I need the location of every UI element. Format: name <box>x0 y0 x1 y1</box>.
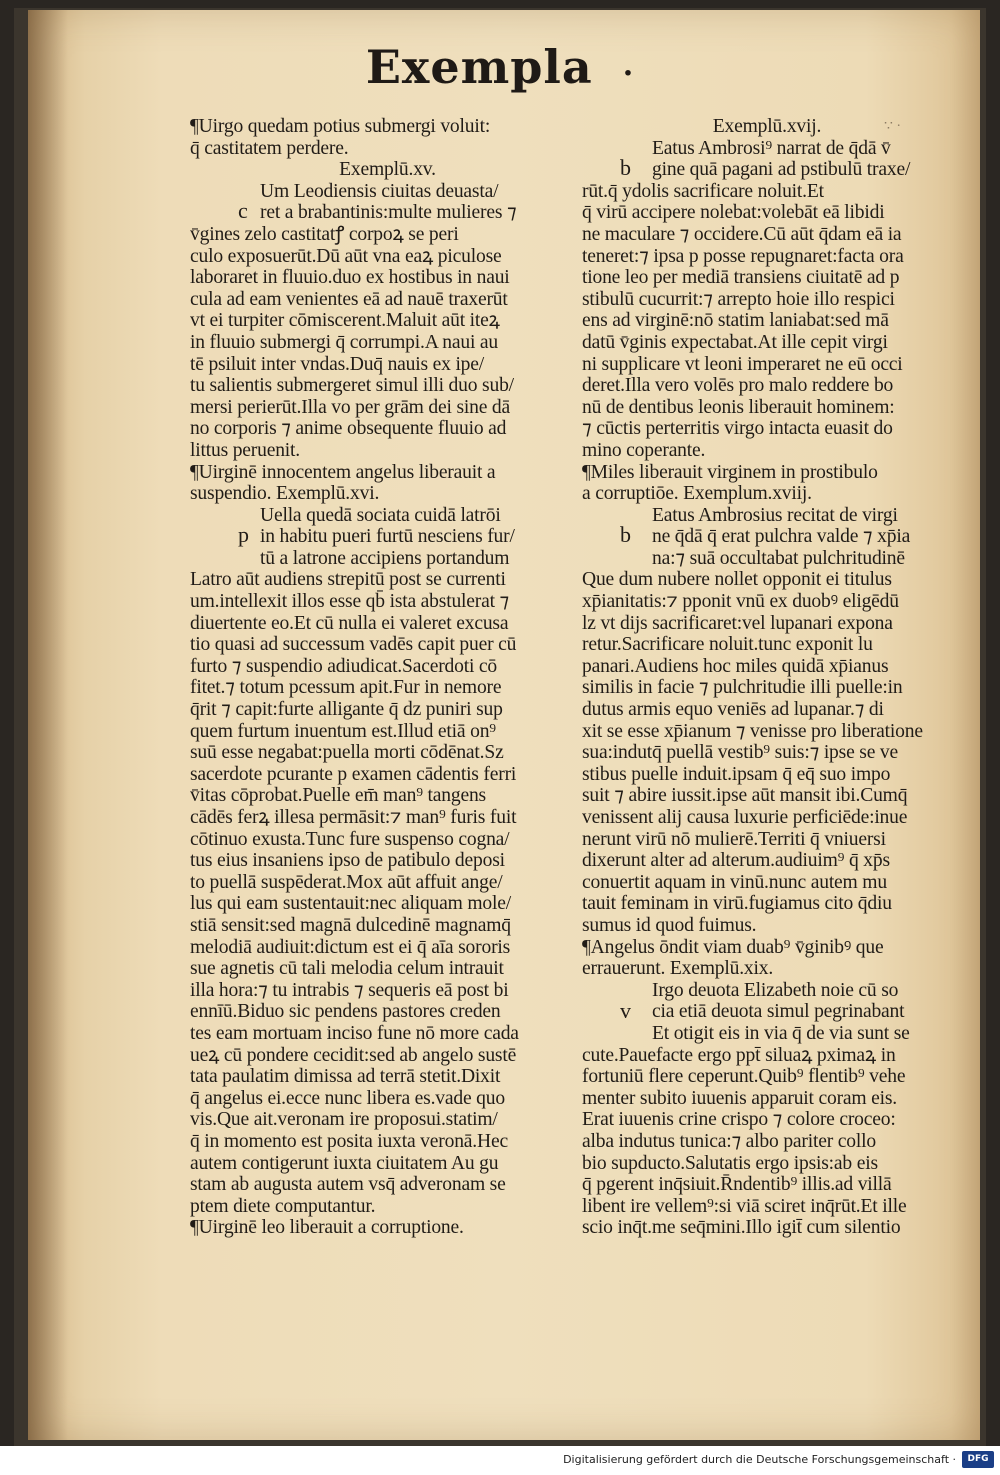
text-line: ¶Miles liberauit virginem in prostibulo <box>582 461 878 483</box>
text-line: um.intellexit illos esse qb̄ ista abstulerat ⁊ <box>190 591 510 613</box>
text-line: deret.Illa vero volēs pro malo reddere bo <box>582 375 894 397</box>
corner-mark: ∵ · <box>884 119 902 134</box>
text-line: cute.Pauefacte ergo ppt̄ siluaꝝ pximaꝝ in <box>582 1044 896 1066</box>
text-line: vt ei turpiter cōmiscerent.Maluit aūt iteꝝ <box>190 310 500 332</box>
text-line: Eatus Ambrosi⁹ narrat de q̄dā v̄ <box>652 137 891 159</box>
text-line: v̄itas cōprobat.Puelle em̄ man⁹ tangens <box>190 785 486 807</box>
text-line: cula ad eam venientes eā ad nauē traxerūt <box>190 288 508 310</box>
text-line: suspendio. Exemplū.xvi. <box>190 483 380 505</box>
text-line: Um Leodiensis ciuitas deuasta/ <box>260 180 499 202</box>
text-line: alba indutus tunica:⁊ albo pariter collo <box>582 1130 876 1152</box>
text-line: q̄ pgerent inq̄siuit.R̄ndentib⁹ illis.ad villā <box>582 1174 892 1196</box>
text-line: q̄ angelus ei.ecce nunc libera es.vade quo <box>190 1087 505 1109</box>
guide-letter: v <box>620 997 631 1023</box>
text-line: ens ad virginē:nō statim laniabat:sed mā <box>582 310 889 332</box>
text-line: retur.Sacrificare noluit.tunc exponit lu <box>582 634 873 656</box>
text-line: tus eius insaniens ipso de patibulo deposi <box>190 850 505 872</box>
text-line: vis.Que ait.veronam ire proposui.statim/ <box>190 1109 498 1131</box>
text-line: ueꝝ cū pondere cecidit:sed ab angelo sustē <box>190 1044 517 1066</box>
text-line: ni supplicare vt leoni imperaret ne eū occi <box>582 353 903 375</box>
running-head <box>0 40 1000 94</box>
text-line: ennīū.Biduo sic pendens pastores creden <box>190 1001 501 1023</box>
text-line: stiā sensit:sed magnā dulcedinē magnamq̄ <box>190 914 511 936</box>
text-line: ¶Uirginē innocentem angelus liberauit a <box>190 461 496 483</box>
text-line: littus peruenit. <box>190 439 300 461</box>
text-line: tauit feminam in virū.fugiamus cito q̄diu <box>582 893 892 915</box>
guide-letter: b <box>620 522 631 548</box>
text-line: menter subito iuuenis apparuit coram eis. <box>582 1087 898 1109</box>
text-line: gine quā pagani ad pstibulū traxe/ <box>652 159 911 181</box>
text-line: libent ire vellem⁹:si viā sciret inq̄rūt.Et ille <box>582 1195 907 1217</box>
text-line: Eatus Ambrosius recitat de virgi <box>652 504 898 526</box>
text-line: illa hora:⁊ tu intrabis ⁊ sequeris eā post bi <box>190 979 509 1001</box>
text-line: Exemplū.xvij. <box>712 116 822 137</box>
text-line: ⁊ cūctis perterritis virgo intacta euasit do <box>582 418 893 440</box>
text-line: q̄ castitatem perdere. <box>190 137 349 159</box>
text-line: ¶Uirgo quedam potius submergi voluit: <box>190 116 491 137</box>
text-line: sumus id quod fuimus. <box>582 914 757 936</box>
guide-letter: b <box>620 155 631 181</box>
text-line: tē psiluit inter vndas.Duq̄ nauis ex ipe/ <box>190 353 485 375</box>
text-line: mino coperante. <box>582 439 706 461</box>
text-line: fortuniū flere ceperunt.Quib⁹ flentib⁹ vehe <box>582 1066 906 1088</box>
text-line: Et otigit eis in via q̄ de via sunt se <box>652 1022 910 1044</box>
text-line: nū de dentibus leonis liberauit hominem: <box>582 396 895 418</box>
text-line: ptem diete computantur. <box>190 1195 376 1217</box>
text-line: cia etiā deuota simul pegrinabant <box>652 1001 905 1023</box>
text-line: culo exposuerūt.Dū aūt vna eaꝝ piculose <box>190 245 502 267</box>
text-line: scio inq̄t.me seq̄mini.Illo igit̄ cum silentio <box>582 1217 901 1239</box>
text-line: tes eam mortuam inciso fune nō more cada <box>190 1022 519 1044</box>
text-line: xit se esse xp̄ianum ⁊ venisse pro liberatione <box>582 720 923 742</box>
text-line: Irgo deuota Elizabeth noie cū so <box>652 979 899 1001</box>
text-line: v̄gines zelo castitatꝭ corpoꝝ se peri <box>190 223 459 245</box>
gutter-shadow <box>28 10 68 1440</box>
text-line: Uella quedā sociata cuidā latrōi <box>260 504 501 526</box>
right-column <box>582 116 952 1239</box>
text-line: dutus armis equo veniēs ad lupanar.⁊ di <box>582 699 884 721</box>
text-line: Erat iuuenis crine crispo ⁊ colore croceo: <box>582 1109 896 1131</box>
text-line: ¶Angelus ōndit viam duab⁹ v̄ginibꝰ que <box>582 936 884 958</box>
text-line: tio quasi ad successum vadēs capit puer cū <box>190 634 517 656</box>
text-line: panari.Audiens hoc miles quidā xp̄ianus <box>582 655 889 677</box>
text-line: fitet.⁊ totum pcessum apit.Fur in nemore <box>190 677 502 699</box>
text-line: teneret:⁊ ipsa p posse repugnaret:facta ora <box>582 245 904 267</box>
text-line: stibulū cucurrit:⁊ arrepto hoie illo respici <box>582 288 895 310</box>
text-line: no corporis ⁊ anime obsequente fluuio ad <box>190 418 507 440</box>
guide-letter: c <box>238 198 248 224</box>
text-line: to puellā suspēderat.Mox aūt affuit ange/ <box>190 871 503 893</box>
text-line: Latro aūt audiens strepitū post se currenti <box>190 569 506 591</box>
text-line: mersi perierūt.Illa vo per grām dei sine dā <box>190 396 511 418</box>
footer-credit: Digitalisierung gefördert durch die Deutsche Forschungsgemeinschaft · <box>563 1453 956 1466</box>
text-line: cōtinuo exusta.Tunc fure suspenso cogna/ <box>190 828 510 850</box>
text-line: ne q̄dā q̄ erat pulchra valde ⁊ xp̄ia <box>652 526 911 548</box>
text-line: sacerdote pcurante p examen cādentis ferri <box>190 763 517 785</box>
text-line: lus qui eam sustentauit:nec aliquam mole/ <box>190 893 512 915</box>
text-line: rūt.q̄ ydolis sacrificare noluit.Et <box>582 180 824 202</box>
text-line: q̄ virū accipere nolebat:volebāt eā libidi <box>582 202 885 224</box>
text-line: tū a latrone accipiens portandum <box>260 547 510 569</box>
text-line: errauerunt. Exemplū.xix. <box>582 958 774 980</box>
text-line: Que dum nubere nollet opponit ei titulus <box>582 569 892 591</box>
text-line: conuertit aquam in vinū.nunc autem mu <box>582 871 887 893</box>
text-line: tu salientis submergeret simul illi duo sub/ <box>190 375 514 397</box>
text-line: similis in facie ⁊ pulchritudie illi puelle:in <box>582 677 903 699</box>
text-line: q̄ in momento est posita iuxta veronā.Hec <box>190 1130 508 1152</box>
text-line: stam ab augusta autem vsq̄ adveronam se <box>190 1174 506 1196</box>
text-line: in fluuio submergi q̄ corrumpi.A naui au <box>190 331 499 353</box>
text-line: ret a brabantinis:multe mulieres ⁊ <box>260 202 517 224</box>
text-line: q̄rit ⁊ capit:furte alligante q̄ dz puniri sup <box>190 699 503 721</box>
guide-letter: p <box>238 522 249 548</box>
text-line: melodiā audiuit:dictum est ei q̄ aīa sororis <box>190 936 511 958</box>
text-line: in habitu pueri furtū nesciens fur/ <box>260 526 515 548</box>
text-line: cādēs ferꝝ illesa permāsit:⁊ man⁹ furis fuit <box>190 807 517 828</box>
text-line: bio supducto.Salutatis ergo ipsis:ab eis <box>582 1152 878 1174</box>
text-line: quem furtum inuentum est.Illud etiā on⁹ <box>190 720 496 742</box>
text-line: furto ⁊ suspendio adiudicat.Sacerdoti cō <box>190 655 497 677</box>
text-line: tione leo per mediā transiens ciuitatē ad p <box>582 267 900 289</box>
text-line: nerunt virū nō mulierē.Territi q̄ vniuersi <box>582 828 886 850</box>
text-line: ¶Uirginē leo liberauit a corruptione. <box>190 1217 464 1239</box>
text-line: laboraret in fluuio.duo ex hostibus in naui <box>190 267 510 289</box>
text-line: ne maculare ⁊ occidere.Cū aūt q̄dam eā ia <box>582 223 902 245</box>
text-line: sue agnetis cū tali melodia celum intrauit <box>190 958 504 980</box>
running-head-mark: · <box>622 56 635 91</box>
text-line: suū esse negabat:puella morti cōdēnat.Sz <box>190 742 504 764</box>
text-line: Exemplū.xv. <box>339 159 436 181</box>
text-line: sua:indutq̄ puellā vestib⁹ suis:⁊ ipse se ve <box>582 742 898 764</box>
running-head-title: Exempla <box>365 40 593 94</box>
text-line: stibus puelle induit.ipsam q̄ eq̄ suo impo <box>582 763 891 785</box>
text-line: a corruptiōe. Exemplum.xviij. <box>582 483 812 505</box>
text-line: lz vt dijs sacrificaret:vel lupanari expona <box>582 612 893 634</box>
text-line: venissent alij causa luxurie perficiēde:inue <box>582 807 908 828</box>
text-line: suit ⁊ abire iussit.ipse aūt mansit ibi.Cumq̄ <box>582 785 908 807</box>
left-column <box>190 116 585 1239</box>
dfg-logo: DFG <box>962 1451 994 1468</box>
text-line: xp̄ianitatis:⁊ pponit vnū ex duobꝰ eligēdū <box>582 591 899 613</box>
text-line: dixerunt alter ad alterum.audiuim⁹ q̄ xp̄s <box>582 850 890 872</box>
text-line: tata paulatim dimissa ad terrā stetit.Dixit <box>190 1066 501 1088</box>
text-line: na:⁊ suā occultabat pulchritudinē <box>652 547 905 569</box>
text-line: autem contigerunt iuxta ciuitatem Au gu <box>190 1152 499 1174</box>
text-line: datū v̄ginis expectabat.At ille cepit virgi <box>582 331 888 353</box>
text-line: diuertente eo.Et cū nulla ei valeret excusa <box>190 612 509 634</box>
